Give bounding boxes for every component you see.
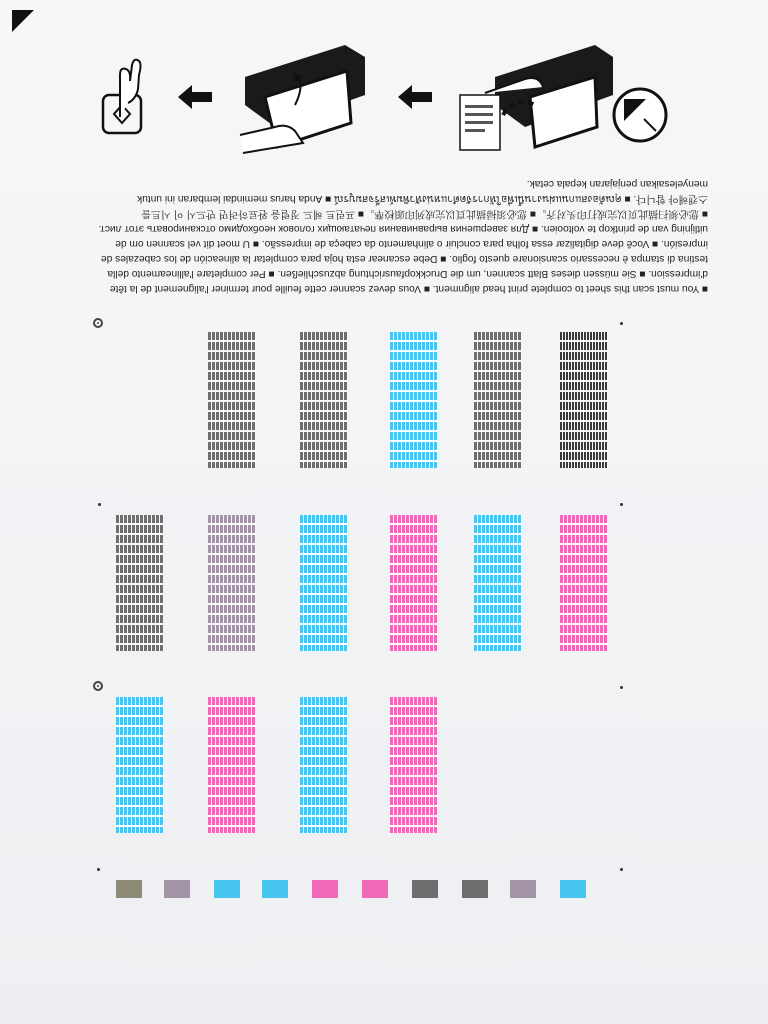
color-swatch xyxy=(412,880,438,898)
alignment-pattern-block xyxy=(208,332,256,468)
alignment-pattern-block xyxy=(300,332,348,468)
registration-target xyxy=(93,318,103,328)
alignment-pattern-block xyxy=(300,515,348,651)
alignment-pattern-block xyxy=(390,332,438,468)
color-swatch xyxy=(462,880,488,898)
scanner-place-sheet-icon xyxy=(455,35,615,160)
instruction-line: menyelesaikan penjajaran kepala cetak. xyxy=(526,178,708,189)
scan-instructions-text xyxy=(48,176,708,296)
color-swatch xyxy=(362,880,388,898)
instruction-line: ■ You must scan this sheet to complete print head alignment. ■ Vous devez scanner cette feuille pour terminer l'alignement de la tête xyxy=(109,283,708,294)
registration-dot xyxy=(620,322,623,325)
instruction-line: uitlijning van de printkop te voltooien. ■ Для завершения выравнивания печатающих головок необходимо отсканировать этот лист. xyxy=(98,223,708,234)
corner-triangle-icon xyxy=(12,10,36,34)
alignment-pattern-block xyxy=(390,515,438,651)
color-swatch xyxy=(214,880,240,898)
scan-instructions-illustration xyxy=(80,30,680,165)
instruction-line: impresión. ■ Você deve digitalizar essa folha para concluir o alinhamento da cabeça de impressão. ■ U moet dit vel scannen om de xyxy=(115,238,708,249)
arrow-left-icon xyxy=(178,85,212,109)
alignment-pattern-block xyxy=(208,697,256,833)
registration-dot xyxy=(620,686,623,689)
alignment-pattern-block xyxy=(474,515,522,651)
alignment-pattern-block xyxy=(474,332,522,468)
alignment-pattern-block xyxy=(116,697,164,833)
alignment-pattern-block xyxy=(300,697,348,833)
alignment-pattern-block xyxy=(208,515,256,651)
registration-dot xyxy=(97,868,100,871)
color-swatch xyxy=(262,880,288,898)
color-swatch xyxy=(164,880,190,898)
registration-dot xyxy=(98,503,101,506)
instruction-line: d'impression. ■ Sie müssen dieses Blatt scannen, um die Druckkopfausrichtung abzuschließen. ■ Per completare l'allineamento della xyxy=(107,268,708,279)
instruction-line: 스캔해야 합니다. ■ คุณต้องสแกนแผ่นงานนี้เพื่อให้การจัดตำแหน่งหัวพิมพ์เสร็จสมบูรณ์ ■ Anda harus memindai lembaran ini untuk xyxy=(137,193,708,204)
registration-dot xyxy=(620,868,623,871)
scanner-close-lid-icon xyxy=(235,35,375,160)
zoom-corner-icon xyxy=(610,85,670,145)
color-swatch xyxy=(116,880,142,898)
alignment-pattern-block xyxy=(390,697,438,833)
instruction-line: testina di stampa è necessario scansionare questo foglio. ■ Debe escanear esta hoja para completar la alineación de los cabezales de xyxy=(100,253,708,264)
registration-target xyxy=(93,681,103,691)
press-button-icon xyxy=(98,55,158,145)
arrow-left-icon xyxy=(398,85,432,109)
alignment-pattern-block xyxy=(560,515,608,651)
instruction-line: ■ 您必须扫描此页以完成打印头对齐。■ 您必須掃描此頁以完成列印頭校準。■ 프린트 헤드 정렬을 완료하려면 반드시 이 시트를 xyxy=(141,208,708,219)
color-swatch xyxy=(560,880,586,898)
color-swatch xyxy=(312,880,338,898)
alignment-pattern-block xyxy=(116,515,164,651)
alignment-pattern-block xyxy=(560,332,608,468)
registration-dot xyxy=(620,503,623,506)
color-swatch xyxy=(510,880,536,898)
